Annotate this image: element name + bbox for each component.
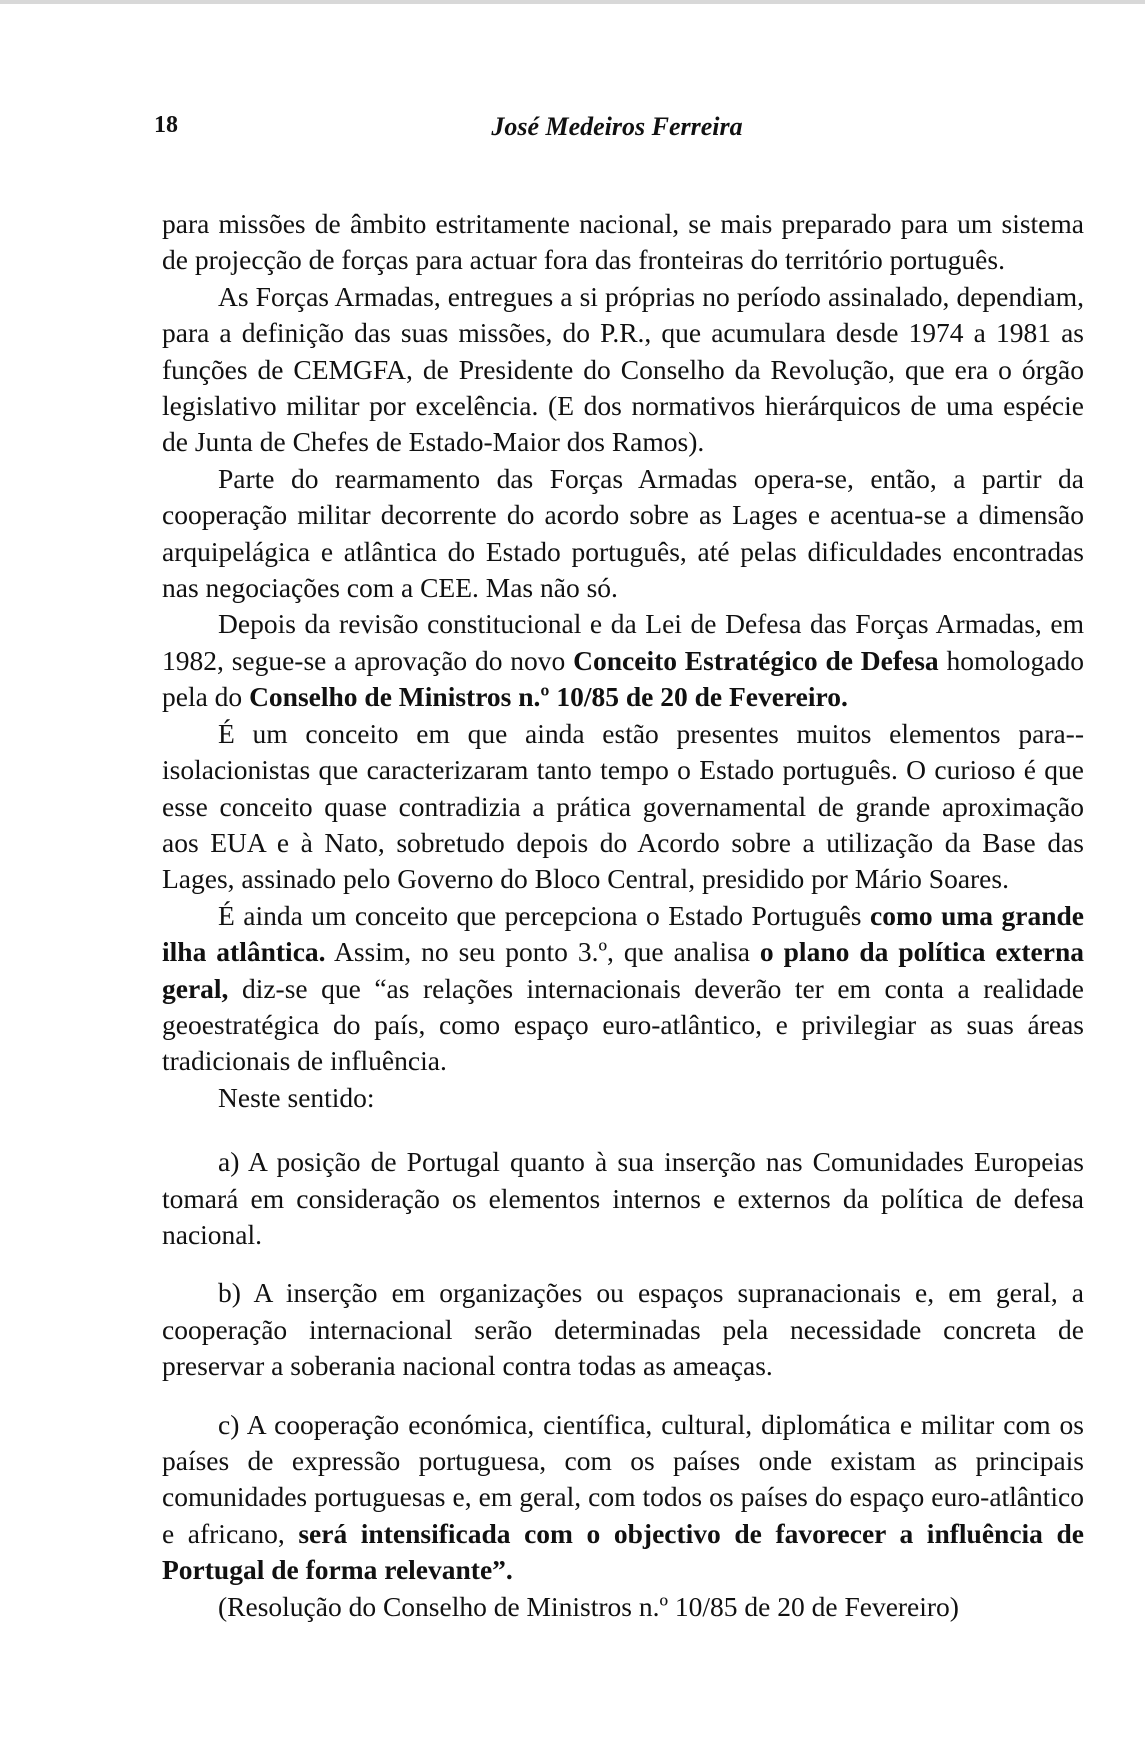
paragraph-4-text-a: Depois da revisão constitucional e da Lei de Defesa das Forças Armadas, em 1982, segue-se a aprovação do novo [162, 608, 1084, 676]
paragraph-2: As Forças Armadas, entregues a si próprias no período assinalado, dependiam, para a definição das suas missões, do P.R., que acumulara desde 1974 a 1981 as funções de CEMGFA, de Presidente do Conselho da Revolução, que era o órgão legislativo militar por excelência. (E dos normativos hierárquicos de uma espécie de Junta de Chefes de Estado-Maior dos Ramos). [162, 280, 1084, 458]
paragraph-6 [162, 898, 1084, 1080]
citation-line: (Resolução do Conselho de Ministros n.º 10/85 de 20 de Fevereiro) [218, 1590, 959, 1622]
list-item-c [162, 1407, 1084, 1589]
paragraph-4 [162, 606, 1084, 715]
paragraph-5: É um conceito em que ainda estão presentes muitos elementos para--isolacionistas que caracterizaram tanto tempo o Estado português. O curioso é que esse conceito quase contradizia a prática governamental de grande aproximação aos EUA e à Nato, sobretudo depois do Acordo sobre a utilização da Base das Lages, assinado pelo Governo do Bloco Central, presidido por Mário Soares. [162, 717, 1084, 895]
list-item-b: b) A inserção em organizações ou espaços supranacionais e, em geral, a cooperação internacional serão determinadas pela necessidade concreta de preservar a soberania nacional contra todas as ameaças. [162, 1277, 1084, 1382]
page-header [154, 112, 1080, 148]
running-head-author: José Medeiros Ferreira [491, 112, 743, 141]
page-number: 18 [154, 112, 178, 138]
list-item-c-bold: será intensificada com o objectivo de favorecer a influência de Portugal de forma relevante”. [162, 1517, 1085, 1586]
paragraph-4-bold-concept: Conceito Estratégico de Defesa [573, 644, 939, 676]
paragraph-1: para missões de âmbito estritamente nacional, se mais preparado para um sistema de projecção de forças para actuar fora das fronteiras do território português. [162, 208, 1084, 276]
list-item-a: a) A posição de Portugal quanto à sua inserção nas Comunidades Europeias tomará em consideração os elementos internos e externos da política de defesa nacional. [162, 1146, 1084, 1250]
paragraph-6-bold-island: como uma grande ilha atlântica. [162, 899, 1084, 968]
body-text [162, 206, 1084, 1625]
paragraph-7: Neste sentido: [218, 1081, 375, 1113]
paragraph-4-text-c: homologado pela do [162, 644, 1084, 713]
list-item-c-text: c) A cooperação económica, científica, cultural, diplomática e militar com os países de expressão portuguesa, com os países onde existam as principais comunidades portuguesas e, em geral, com todos os países do espaço euro-atlântico e africano, [162, 1408, 1084, 1549]
paragraph-6-text-c: Assim, no seu ponto 3.º, que analisa [325, 936, 760, 968]
top-edge-rule [0, 0, 1145, 4]
paragraph-6-text-a: É ainda um conceito que percepciona o Estado Português [218, 899, 870, 931]
paragraph-3: Parte do rearmamento das Forças Armadas opera-se, então, a partir da cooperação militar decorrente do acordo sobre as Lages e acentua-se a dimensão arquipelágica e atlântica do Estado português, até pelas dificuldades encontradas nas negociações com a CEE. Mas não só. [162, 462, 1084, 604]
paragraph-6-bold-plan: o plano da política externa geral, [162, 936, 1084, 1004]
paragraph-4-bold-resolution: Conselho de Ministros n.º 10/85 de 20 de Fevereiro. [249, 681, 848, 713]
paragraph-6-text-e: diz-se que “as relações internacionais deverão ter em conta a realidade geoestratégica do país, como espaço euro-atlântico, e privilegiar as suas áreas tradicionais de influência. [162, 972, 1084, 1077]
